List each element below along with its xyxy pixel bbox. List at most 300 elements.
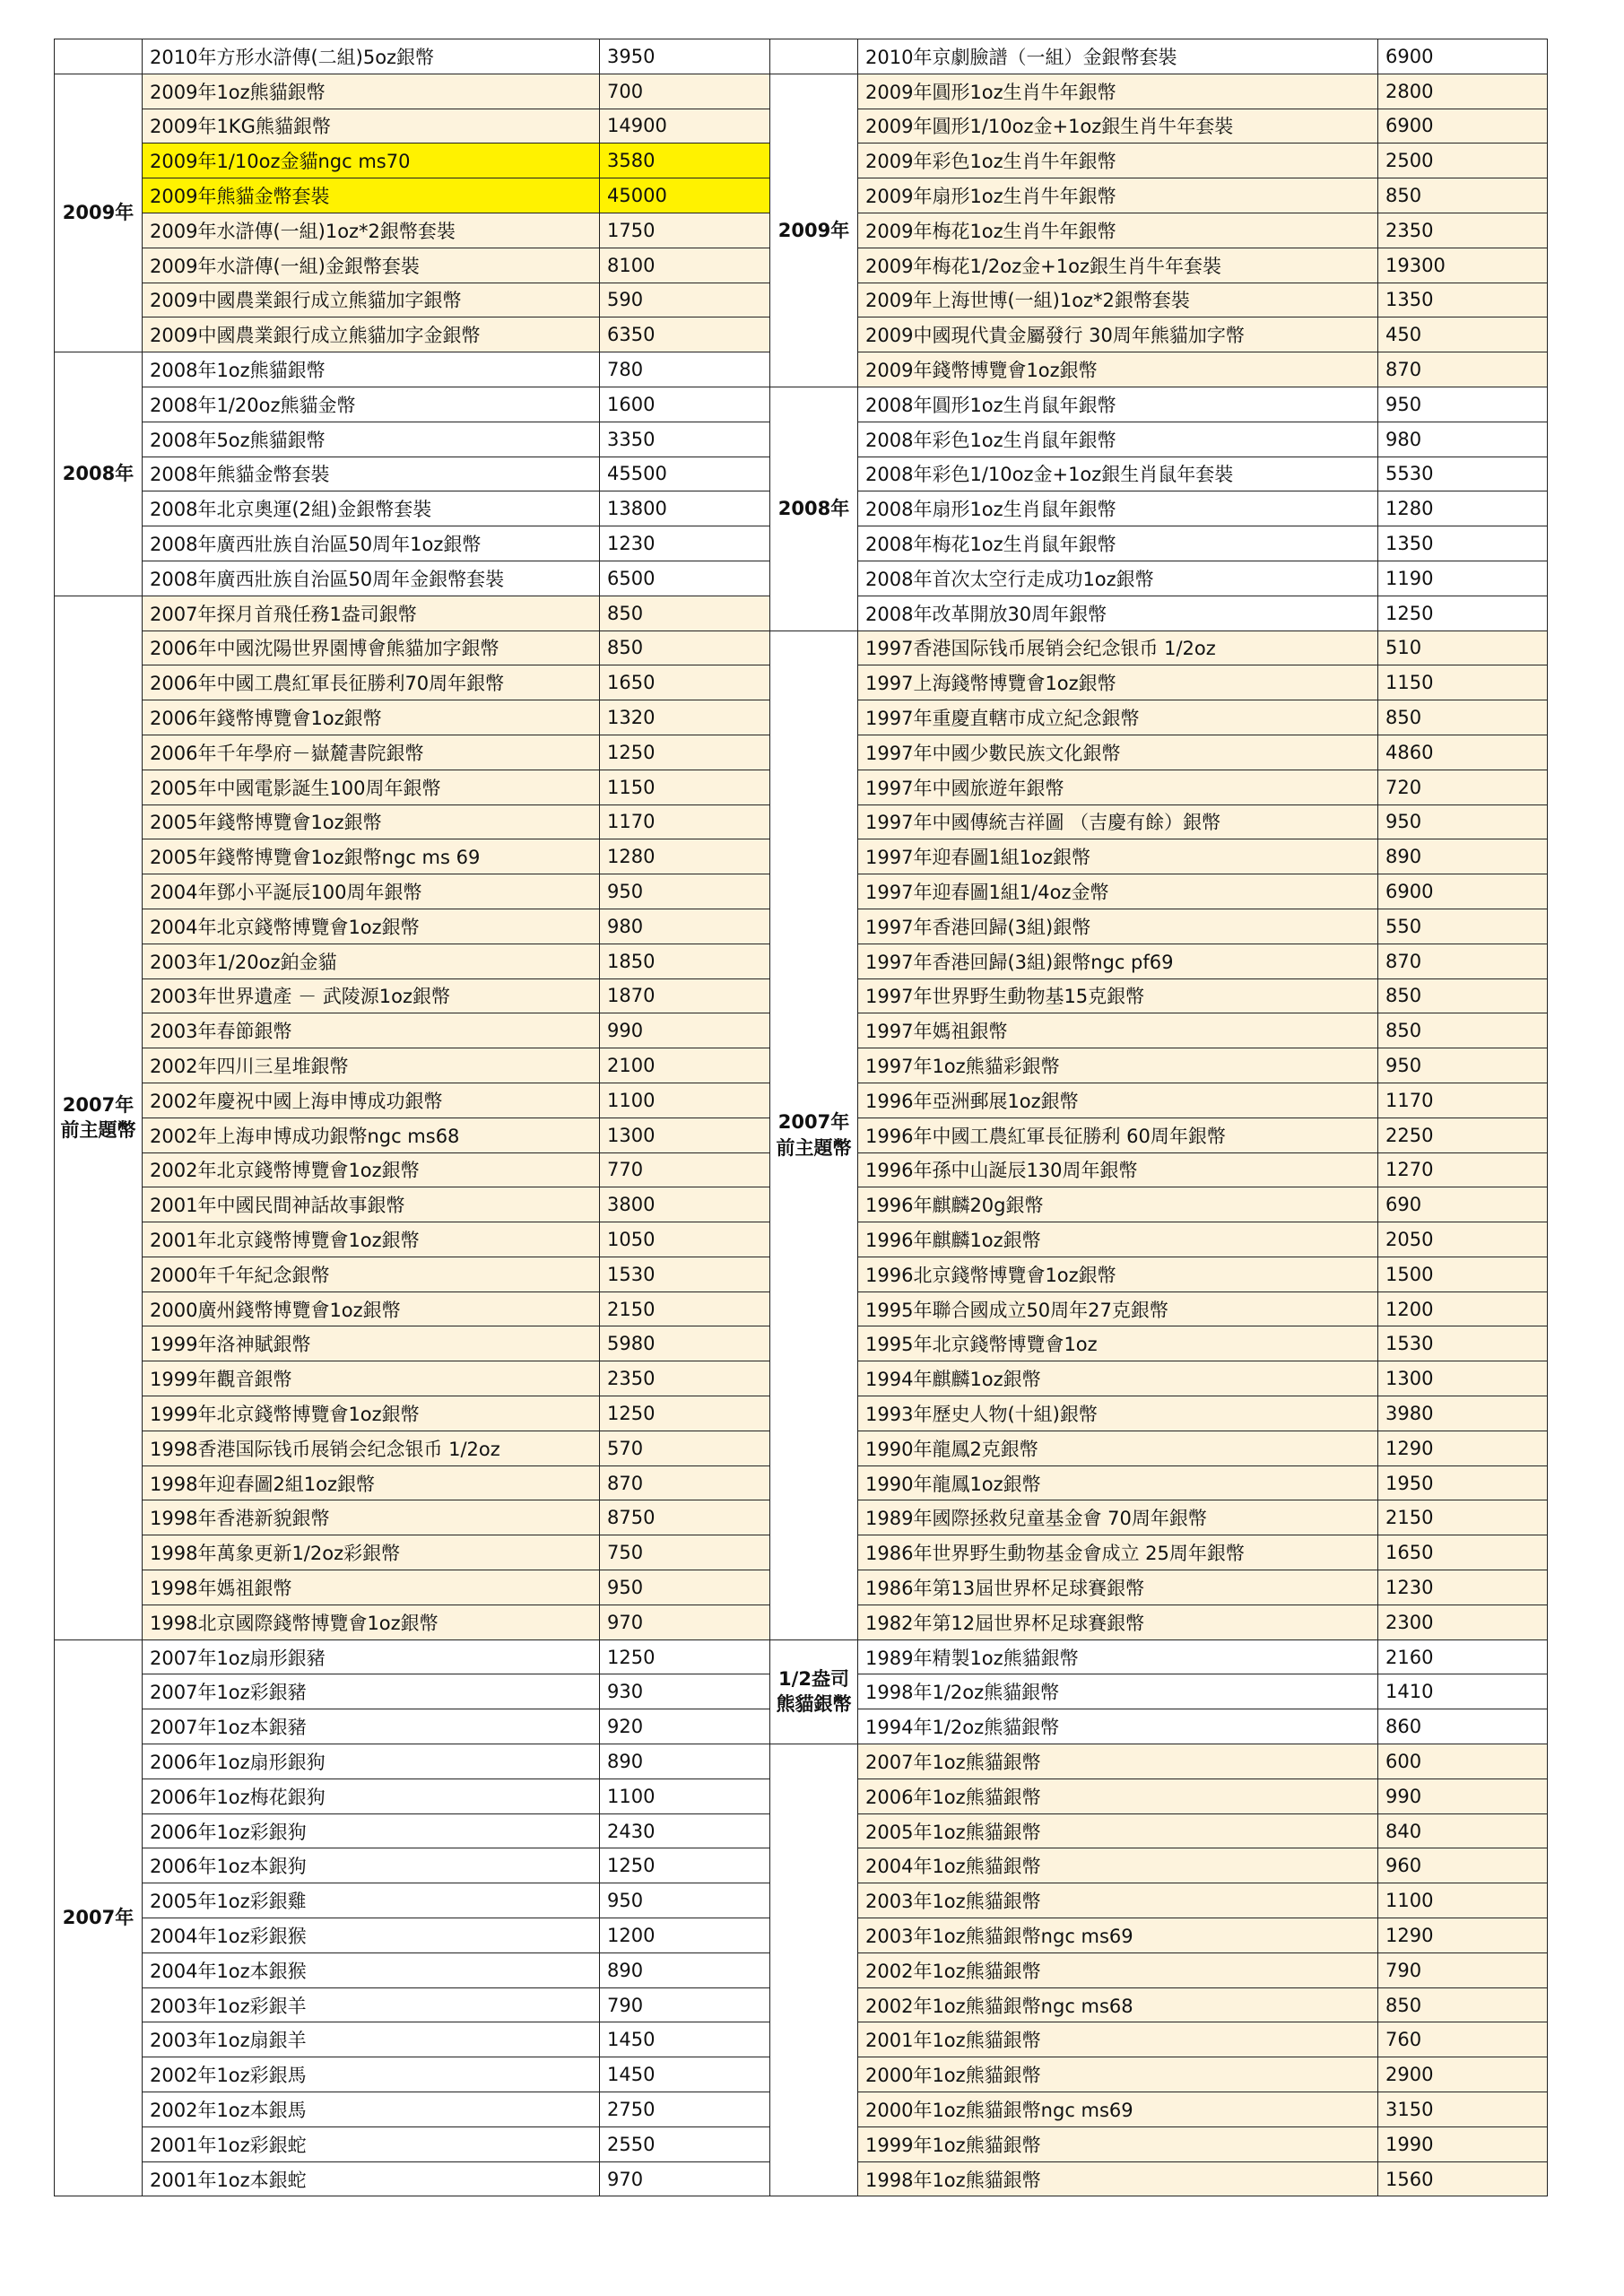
table-row (55, 109, 770, 144)
item-price: 1530 (600, 1257, 770, 1292)
table-row (55, 213, 770, 248)
item-name: 1996年麒麟20g銀幣 (858, 1187, 1378, 1222)
table-row (55, 839, 770, 874)
table-row (55, 909, 770, 944)
item-price: 1500 (1378, 1257, 1548, 1292)
table-row (770, 596, 1548, 631)
table-row (55, 1813, 770, 1848)
item-name: 2009中國現代貴金屬發行 30周年熊貓加字幣 (858, 317, 1378, 352)
item-name: 1999年北京錢幣博覽會1oz銀幣 (143, 1396, 600, 1431)
item-price: 450 (1378, 317, 1548, 352)
item-price: 1600 (600, 387, 770, 422)
table-row (770, 1570, 1548, 1605)
item-price: 850 (1378, 178, 1548, 213)
group-label (770, 39, 858, 74)
item-name: 2009年1/10oz金貓ngc ms70 (143, 144, 600, 178)
table-row (55, 978, 770, 1013)
item-price: 2350 (600, 1361, 770, 1396)
group-label: 2007年 前主題幣 (55, 596, 143, 1639)
item-price: 950 (600, 1570, 770, 1605)
item-price: 1650 (1378, 1535, 1548, 1570)
table-row (55, 700, 770, 735)
item-name: 1998年香港新貌銀幣 (143, 1500, 600, 1535)
item-name: 1997年迎春圖1組1oz銀幣 (858, 839, 1378, 874)
item-name: 2002年1oz熊貓銀幣ngc ms68 (858, 1987, 1378, 2022)
table-row (770, 1187, 1548, 1222)
item-price: 720 (1378, 770, 1548, 804)
item-name: 2008年彩色1oz生肖鼠年銀幣 (858, 422, 1378, 457)
item-name: 2008年5oz熊貓銀幣 (143, 422, 600, 457)
item-price: 1450 (600, 2057, 770, 2092)
item-name: 1995年北京錢幣博覽會1oz (858, 1326, 1378, 1361)
item-price: 2100 (600, 1048, 770, 1083)
item-price: 2750 (600, 2092, 770, 2127)
item-name: 2005年中國電影誕生100周年銀幣 (143, 770, 600, 804)
item-price: 570 (600, 1431, 770, 1465)
table-row (770, 491, 1548, 526)
item-price: 1100 (600, 1779, 770, 1813)
item-price: 1250 (600, 1848, 770, 1883)
table-row (770, 1987, 1548, 2022)
table-row (770, 978, 1548, 1013)
item-name: 2009年水滸傳(一組)1oz*2銀幣套裝 (143, 213, 600, 248)
item-price: 1250 (600, 1396, 770, 1431)
item-price: 45000 (600, 178, 770, 213)
item-name: 1997年中國傳統吉祥圖 （吉慶有餘）銀幣 (858, 804, 1378, 839)
item-price: 6900 (1378, 109, 1548, 144)
table-row (770, 213, 1548, 248)
item-price: 2350 (1378, 213, 1548, 248)
item-name: 2006年1oz梅花銀狗 (143, 1779, 600, 1813)
table-row (55, 1152, 770, 1187)
item-name: 2004年1oz彩銀猴 (143, 1918, 600, 1953)
item-price: 2150 (1378, 1500, 1548, 1535)
item-name: 2004年鄧小平誕辰100周年銀幣 (143, 874, 600, 909)
item-name: 2000年千年紀念銀幣 (143, 1257, 600, 1292)
item-name: 2006年1oz彩銀狗 (143, 1813, 600, 1848)
table-row (55, 317, 770, 352)
table-row (55, 1639, 770, 1674)
item-name: 2003年世界遺產 － 武陵源1oz銀幣 (143, 978, 600, 1013)
item-price: 1170 (1378, 1083, 1548, 1118)
item-price: 1280 (1378, 491, 1548, 526)
item-name: 2009年梅花1/2oz金+1oz銀生肖牛年套裝 (858, 248, 1378, 283)
table-row (55, 2057, 770, 2092)
price-table-left (54, 39, 770, 2196)
item-name: 2006年1oz扇形銀狗 (143, 1744, 600, 1779)
item-price: 2150 (600, 1292, 770, 1326)
table-row (770, 1500, 1548, 1535)
group-label: 2007年 (55, 1639, 143, 2196)
item-price: 5980 (600, 1326, 770, 1361)
table-row (770, 1222, 1548, 1257)
item-name: 1999年觀音銀幣 (143, 1361, 600, 1396)
item-price: 3580 (600, 144, 770, 178)
item-price: 1050 (600, 1222, 770, 1257)
item-name: 2005年1oz熊貓銀幣 (858, 1813, 1378, 1848)
item-name: 2006年中國沈陽世界園博會熊貓加字銀幣 (143, 631, 600, 665)
table-row (55, 1779, 770, 1813)
item-price: 45500 (600, 457, 770, 491)
table-row (55, 944, 770, 978)
table-row (770, 1396, 1548, 1431)
table-row (770, 1639, 1548, 1674)
item-name: 2009中國農業銀行成立熊貓加字銀幣 (143, 283, 600, 317)
table-row (770, 1465, 1548, 1500)
table-row (55, 248, 770, 283)
item-price: 850 (600, 596, 770, 631)
table-row (770, 387, 1548, 422)
item-name: 1997年媽祖銀幣 (858, 1013, 1378, 1048)
item-price: 850 (1378, 978, 1548, 1013)
item-price: 2250 (1378, 1118, 1548, 1152)
item-name: 1998年萬象更新1/2oz彩銀幣 (143, 1535, 600, 1570)
item-name: 2008年首次太空行走成功1oz銀幣 (858, 561, 1378, 596)
table-row (770, 2161, 1548, 2196)
item-name: 1997年1oz熊貓彩銀幣 (858, 1048, 1378, 1083)
table-row (770, 1431, 1548, 1465)
item-name: 2003年1oz熊貓銀幣ngc ms69 (858, 1918, 1378, 1953)
table-row (770, 1918, 1548, 1953)
item-price: 2500 (1378, 144, 1548, 178)
item-name: 1986年第13屆世界杯足球賽銀幣 (858, 1570, 1378, 1605)
item-name: 2007年1oz扇形銀豬 (143, 1639, 600, 1674)
item-name: 2008年1oz熊貓銀幣 (143, 352, 600, 387)
table-row (770, 1361, 1548, 1396)
table-row (55, 352, 770, 387)
item-price: 690 (1378, 1187, 1548, 1222)
table-row (55, 491, 770, 526)
item-name: 2009年圓形1/10oz金+1oz銀生肖牛年套裝 (858, 109, 1378, 144)
group-label (55, 39, 143, 74)
item-price: 1190 (1378, 561, 1548, 596)
item-name: 2006年1oz熊貓銀幣 (858, 1779, 1378, 1813)
item-price: 700 (600, 74, 770, 109)
table-row (55, 1952, 770, 1987)
table-row (770, 1744, 1548, 1779)
table-row (770, 1848, 1548, 1883)
item-price: 950 (1378, 1048, 1548, 1083)
table-row (770, 526, 1548, 561)
item-price: 4860 (1378, 735, 1548, 770)
item-price: 790 (600, 1987, 770, 2022)
table-row (770, 2022, 1548, 2057)
table-row (770, 1952, 1548, 1987)
item-name: 1993年歷史人物(十組)銀幣 (858, 1396, 1378, 1431)
item-name: 2002年1oz彩銀馬 (143, 2057, 600, 2092)
item-name: 2009年1oz熊貓銀幣 (143, 74, 600, 109)
table-row (770, 283, 1548, 317)
table-row (55, 596, 770, 631)
item-name: 2001年中國民間神話故事銀幣 (143, 1187, 600, 1222)
item-price: 1290 (1378, 1431, 1548, 1465)
item-price: 790 (1378, 1952, 1548, 1987)
item-price: 970 (600, 2161, 770, 2196)
item-name: 2008年廣西壯族自治區50周年金銀幣套裝 (143, 561, 600, 596)
item-name: 2009年彩色1oz生肖牛年銀幣 (858, 144, 1378, 178)
item-price: 1150 (600, 770, 770, 804)
item-price: 6900 (1378, 874, 1548, 909)
item-name: 1990年龍鳳2克銀幣 (858, 1431, 1378, 1465)
group-label: 2009年 (55, 74, 143, 352)
table-row (55, 1500, 770, 1535)
table-row (55, 874, 770, 909)
item-price: 780 (600, 352, 770, 387)
item-price: 2800 (1378, 74, 1548, 109)
item-price: 950 (1378, 387, 1548, 422)
table-row (55, 1431, 770, 1465)
item-price: 1150 (1378, 665, 1548, 700)
table-row (770, 631, 1548, 665)
item-price: 2300 (1378, 1605, 1548, 1639)
table-row (770, 1326, 1548, 1361)
item-name: 1998香港国际钱币展销会纪念银币 1/2oz (143, 1431, 600, 1465)
item-name: 1996年麒麟1oz銀幣 (858, 1222, 1378, 1257)
item-price: 8750 (600, 1500, 770, 1535)
item-name: 1999年洛神賦銀幣 (143, 1326, 600, 1361)
item-name: 1997香港国际钱币展销会纪念银币 1/2oz (858, 631, 1378, 665)
item-name: 1998年1/2oz熊貓銀幣 (858, 1674, 1378, 1709)
item-name: 1997年香港回歸(3組)銀幣ngc pf69 (858, 944, 1378, 978)
table-row (55, 387, 770, 422)
item-name: 2008年梅花1oz生肖鼠年銀幣 (858, 526, 1378, 561)
table-row (55, 1292, 770, 1326)
table-row (770, 700, 1548, 735)
item-name: 2008年扇形1oz生肖鼠年銀幣 (858, 491, 1378, 526)
item-name: 2003年1oz熊貓銀幣 (858, 1883, 1378, 1918)
item-name: 1997年中國少數民族文化銀幣 (858, 735, 1378, 770)
item-name: 1997年迎春圖1組1/4oz金幣 (858, 874, 1378, 909)
item-price: 2550 (600, 2126, 770, 2161)
table-row (770, 109, 1548, 144)
table-row (55, 178, 770, 213)
table-row (770, 909, 1548, 944)
item-price: 850 (600, 631, 770, 665)
item-name: 1996北京錢幣博覽會1oz銀幣 (858, 1257, 1378, 1292)
item-name: 1997上海錢幣博覽會1oz銀幣 (858, 665, 1378, 700)
table-row (55, 1465, 770, 1500)
item-price: 870 (600, 1465, 770, 1500)
table-row (770, 1535, 1548, 1570)
table-row (55, 1744, 770, 1779)
item-price: 550 (1378, 909, 1548, 944)
item-price: 1100 (600, 1083, 770, 1118)
item-price: 750 (600, 1535, 770, 1570)
item-name: 1989年精製1oz熊貓銀幣 (858, 1639, 1378, 1674)
table-row (55, 526, 770, 561)
table-row (55, 39, 770, 74)
table-row (55, 770, 770, 804)
table-row (770, 1292, 1548, 1326)
table-row (55, 457, 770, 491)
item-name: 2009年上海世博(一組)1oz*2銀幣套裝 (858, 283, 1378, 317)
item-price: 5530 (1378, 457, 1548, 491)
table-row (55, 735, 770, 770)
item-name: 2002年四川三星堆銀幣 (143, 1048, 600, 1083)
table-row (770, 1257, 1548, 1292)
item-price: 760 (1378, 2022, 1548, 2057)
table-row (55, 1535, 770, 1570)
table-row (55, 1048, 770, 1083)
table-row (55, 1222, 770, 1257)
item-name: 2002年北京錢幣博覽會1oz銀幣 (143, 1152, 600, 1187)
item-name: 2000年1oz熊貓銀幣ngc ms69 (858, 2092, 1378, 2127)
item-name: 2001年北京錢幣博覽會1oz銀幣 (143, 1222, 600, 1257)
table-row (770, 352, 1548, 387)
table-row (55, 2161, 770, 2196)
group-label (770, 1744, 858, 2196)
table-row (55, 1570, 770, 1605)
item-price: 1870 (600, 978, 770, 1013)
item-price: 1100 (1378, 1883, 1548, 1918)
item-name: 2009年扇形1oz生肖牛年銀幣 (858, 178, 1378, 213)
table-row (770, 1674, 1548, 1709)
item-name: 1996年亞洲郵展1oz銀幣 (858, 1083, 1378, 1118)
item-name: 2008年北京奧運(2組)金銀幣套裝 (143, 491, 600, 526)
table-row (770, 74, 1548, 109)
item-price: 2160 (1378, 1639, 1548, 1674)
item-name: 2009年梅花1oz生肖牛年銀幣 (858, 213, 1378, 248)
table-row (55, 561, 770, 596)
item-price: 1290 (1378, 1918, 1548, 1953)
item-price: 2050 (1378, 1222, 1548, 1257)
item-price: 1990 (1378, 2126, 1548, 2161)
item-price: 980 (600, 909, 770, 944)
table-row (55, 1674, 770, 1709)
item-price: 1410 (1378, 1674, 1548, 1709)
item-price: 1850 (600, 944, 770, 978)
item-price: 1300 (1378, 1361, 1548, 1396)
item-price: 1270 (1378, 1152, 1548, 1187)
table-row (770, 735, 1548, 770)
item-name: 2008年熊貓金幣套裝 (143, 457, 600, 491)
item-price: 1560 (1378, 2161, 1548, 2196)
item-price: 890 (600, 1952, 770, 1987)
item-name: 2002年慶祝中國上海申博成功銀幣 (143, 1083, 600, 1118)
item-name: 2001年1oz彩銀蛇 (143, 2126, 600, 2161)
item-price: 770 (600, 1152, 770, 1187)
item-name: 2001年1oz熊貓銀幣 (858, 2022, 1378, 2057)
item-name: 2004年1oz熊貓銀幣 (858, 1848, 1378, 1883)
item-price: 3800 (600, 1187, 770, 1222)
item-price: 1750 (600, 213, 770, 248)
item-name: 2006年1oz本銀狗 (143, 1848, 600, 1883)
item-name: 1997年世界野生動物基15克銀幣 (858, 978, 1378, 1013)
item-name: 2009年錢幣博覽會1oz銀幣 (858, 352, 1378, 387)
item-name: 2004年1oz本銀猴 (143, 1952, 600, 1987)
item-name: 2009年圓形1oz生肖牛年銀幣 (858, 74, 1378, 109)
table-row (770, 1813, 1548, 1848)
item-price: 1280 (600, 839, 770, 874)
item-price: 8100 (600, 248, 770, 283)
table-row (55, 2126, 770, 2161)
item-price: 990 (1378, 1779, 1548, 1813)
item-price: 13800 (600, 491, 770, 526)
item-price: 890 (600, 1744, 770, 1779)
table-row (770, 839, 1548, 874)
table-row (770, 457, 1548, 491)
item-price: 930 (600, 1674, 770, 1709)
table-row (770, 1083, 1548, 1118)
item-price: 1230 (1378, 1570, 1548, 1605)
table-row (770, 1883, 1548, 1918)
table-row (770, 874, 1548, 909)
item-name: 2002年1oz本銀馬 (143, 2092, 600, 2127)
table-row (770, 1013, 1548, 1048)
item-name: 2002年上海申博成功銀幣ngc ms68 (143, 1118, 600, 1152)
table-row (55, 74, 770, 109)
table-row (770, 1605, 1548, 1639)
table-row (55, 1848, 770, 1883)
item-price: 950 (600, 1883, 770, 1918)
item-price: 510 (1378, 631, 1548, 665)
item-price: 1350 (1378, 283, 1548, 317)
item-name: 2010年方形水滸傳(二組)5oz銀幣 (143, 39, 600, 74)
table-row (55, 422, 770, 457)
item-price: 980 (1378, 422, 1548, 457)
item-price: 850 (1378, 700, 1548, 735)
item-price: 1950 (1378, 1465, 1548, 1500)
item-name: 1998年迎春圖2組1oz銀幣 (143, 1465, 600, 1500)
price-table-right (769, 39, 1548, 2196)
item-name: 2009年水滸傳(一組)金銀幣套裝 (143, 248, 600, 283)
item-name: 2001年1oz本銀蛇 (143, 2161, 600, 2196)
table-row (770, 248, 1548, 283)
table-row (55, 1396, 770, 1431)
item-price: 6900 (1378, 39, 1548, 74)
item-price: 3150 (1378, 2092, 1548, 2127)
item-price: 1170 (600, 804, 770, 839)
table-row (55, 283, 770, 317)
item-price: 1250 (600, 735, 770, 770)
table-row (55, 1987, 770, 2022)
item-price: 3980 (1378, 1396, 1548, 1431)
item-price: 850 (1378, 1013, 1548, 1048)
item-name: 2003年1oz彩銀羊 (143, 1987, 600, 2022)
item-name: 2003年1oz扇銀羊 (143, 2022, 600, 2057)
item-name: 2007年1oz本銀豬 (143, 1709, 600, 1744)
table-row (55, 1257, 770, 1292)
item-price: 870 (1378, 352, 1548, 387)
item-price: 19300 (1378, 248, 1548, 283)
item-name: 2002年1oz熊貓銀幣 (858, 1952, 1378, 1987)
table-row (55, 1918, 770, 1953)
item-price: 3950 (600, 39, 770, 74)
group-label: 2008年 (770, 387, 858, 631)
table-row (770, 2092, 1548, 2127)
table-row (770, 804, 1548, 839)
table-row (55, 1118, 770, 1152)
item-price: 1350 (1378, 526, 1548, 561)
item-name: 2009中國農業銀行成立熊貓加字金銀幣 (143, 317, 600, 352)
item-name: 1982年第12屆世界杯足球賽銀幣 (858, 1605, 1378, 1639)
table-row (55, 1709, 770, 1744)
table-row (770, 2057, 1548, 2092)
item-price: 1250 (600, 1639, 770, 1674)
table-row (770, 1152, 1548, 1187)
item-name: 1995年聯合國成立50周年27克銀幣 (858, 1292, 1378, 1326)
item-name: 1994年麒麟1oz銀幣 (858, 1361, 1378, 1396)
table-row (770, 944, 1548, 978)
item-price: 840 (1378, 1813, 1548, 1848)
item-name: 2009年熊貓金幣套裝 (143, 178, 600, 213)
item-name: 2006年千年學府－嶽麓書院銀幣 (143, 735, 600, 770)
item-price: 870 (1378, 944, 1548, 978)
item-name: 1997年香港回歸(3組)銀幣 (858, 909, 1378, 944)
item-name: 1998年媽祖銀幣 (143, 1570, 600, 1605)
table-row (55, 1187, 770, 1222)
item-name: 1986年世界野生動物基金會成立 25周年銀幣 (858, 1535, 1378, 1570)
